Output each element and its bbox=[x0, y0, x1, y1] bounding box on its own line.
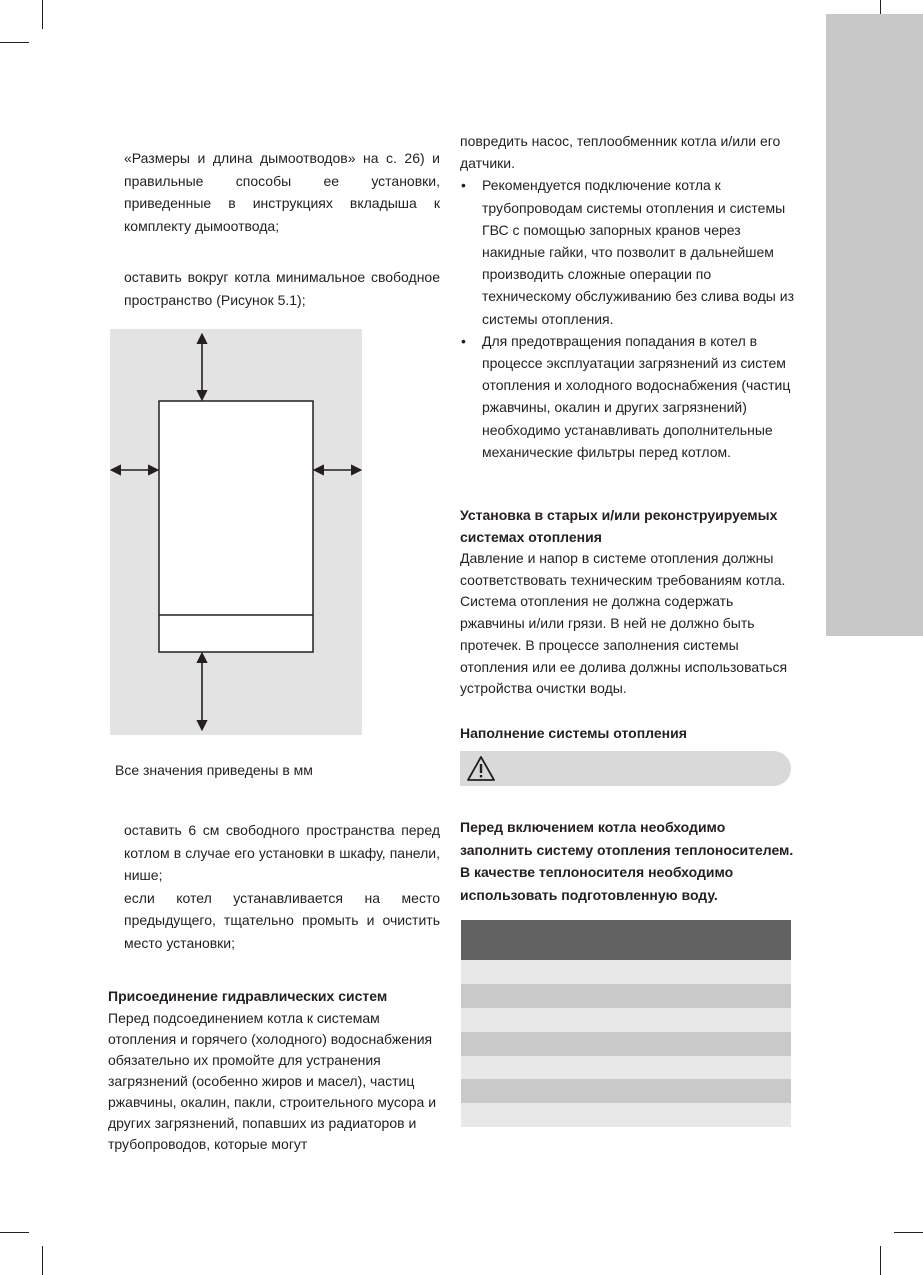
table-row bbox=[461, 1032, 791, 1056]
old-systems-section bbox=[460, 505, 795, 700]
crop-mark bbox=[894, 1232, 923, 1233]
clearance-figure bbox=[110, 329, 362, 735]
hydraulics-section bbox=[108, 986, 440, 1155]
intro-text: «Размеры и длина дымоотводов» на с. 26) и правильные способы ее установки, приведенные в инструкциях вкладыша к комплекту дымоотвода; bbox=[124, 150, 440, 234]
crop-mark bbox=[42, 0, 43, 29]
intro-paragraph bbox=[124, 147, 440, 237]
table-header bbox=[461, 920, 791, 960]
water-parameters-table bbox=[461, 920, 791, 1127]
hydraulics-body: Перед подсоединением котла к системам отопления и горячего (холодного) водоснабжения обязательно их промойте для устранения загрязнений (особенно жиров и масел), частиц ржавчины, окалин, пакли, строительного мусора и других загрязнений, попавших из радиаторов и трубопроводов, которые могут bbox=[108, 1010, 437, 1152]
list-item: • Для предотвращения попадания в котел в процессе эксплуатации загрязнений из систем отопления и холодного водоснабжения (частиц ржавчины, окалин и других загрязнений) необходимо устанавливать дополнительные механические фильтры перед котлом. bbox=[460, 330, 795, 463]
crop-mark bbox=[0, 42, 29, 43]
clearance-paragraph bbox=[124, 266, 440, 311]
right-column-top bbox=[460, 130, 795, 463]
table-row bbox=[461, 1103, 791, 1127]
old-systems-body: Давление и напор в системе отопления должны соответствовать техническим требованиям котла. Система отопления не должна содержать ржавчины и/или грязи. В ней не должно быть протечек. В процессе заполнения системы отопления или ее долива должны использоваться устройства очистки воды. bbox=[460, 550, 788, 697]
old-systems-heading: Установка в старых и/или реконструируемых системах отопления bbox=[460, 507, 778, 545]
continuation-text: повредить насос, теплообменник котла и/или его датчики. bbox=[460, 133, 781, 172]
clearance-text: оставить вокруг котла минимальное свободное пространство (Рисунок 5.1); bbox=[124, 269, 440, 308]
filling-heading: Наполнение системы отопления bbox=[460, 725, 687, 741]
filling-section bbox=[460, 723, 795, 745]
warning-triangle-icon bbox=[466, 755, 496, 782]
table-row bbox=[461, 960, 791, 984]
figure-caption: Все значения приведены в мм bbox=[115, 762, 313, 778]
clearance-diagram bbox=[110, 329, 362, 735]
warning-text: Перед включением котла необходимо заполнить систему отопления теплоносителем. В качестве теплоносителя необходимо использовать подготовленную воду. bbox=[460, 819, 794, 903]
hydraulics-heading: Присоединение гидравлических систем bbox=[108, 988, 388, 1004]
table-row bbox=[461, 1079, 791, 1103]
section-side-tab bbox=[826, 14, 923, 636]
recommendation-list bbox=[460, 174, 795, 463]
note-replace: если котел устанавливается на место предыдущего, тщательно промыть и очистить место установки; bbox=[124, 889, 440, 951]
warning-bar bbox=[460, 751, 791, 786]
crop-mark bbox=[880, 1246, 881, 1275]
installation-notes bbox=[124, 819, 440, 954]
list-item: • Рекомендуется подключение котла к трубопроводам системы отопления и системы ГВС с помощью запорных кранов через накидные гайки, что позволит в дальнейшем производить сложные операции по техническому обслуживанию без слива воды из системы отопления. bbox=[460, 174, 795, 329]
table-row bbox=[461, 1056, 791, 1080]
table-row bbox=[461, 1008, 791, 1032]
table-row bbox=[461, 984, 791, 1008]
note-cabinet: оставить 6 см свободного пространства перед котлом в случае его установки в шкафу, панели, нише; bbox=[124, 822, 440, 883]
crop-mark bbox=[0, 1232, 29, 1233]
crop-mark bbox=[42, 1246, 43, 1275]
